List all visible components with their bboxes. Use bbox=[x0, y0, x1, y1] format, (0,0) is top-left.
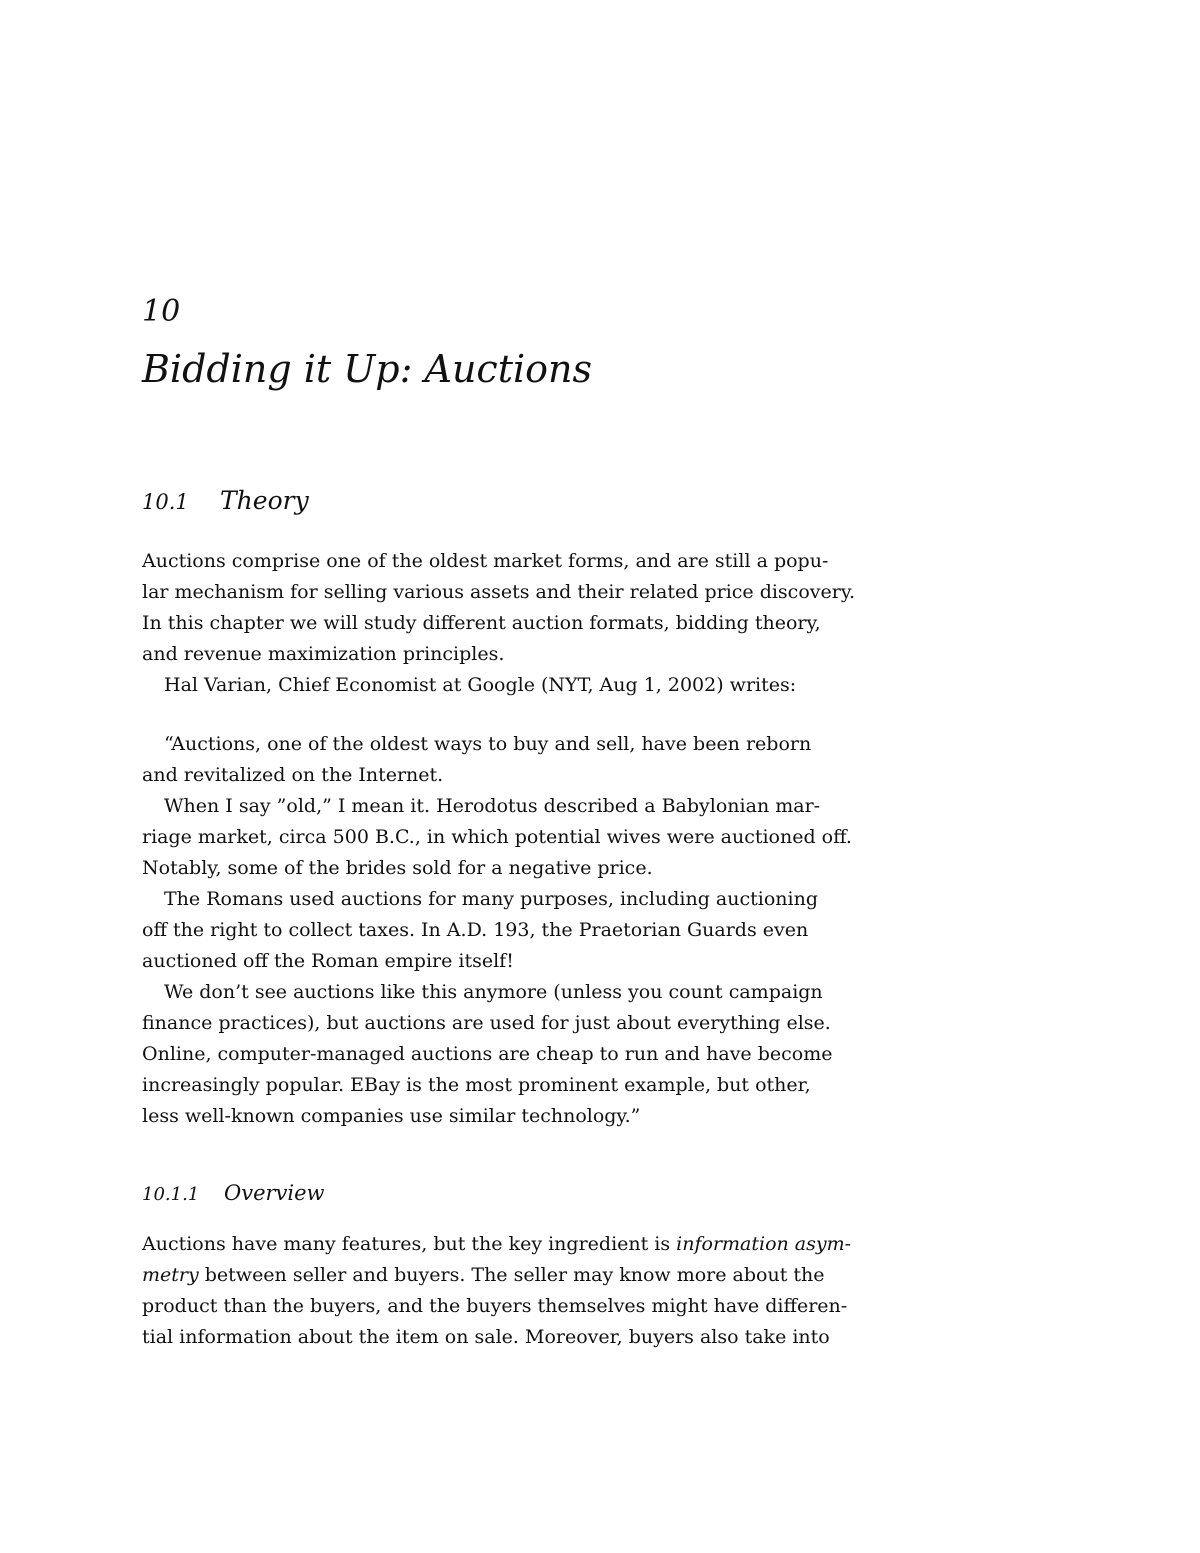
quote-line: riage market, circa 500 B.C., in which potential wives were auctioned off. bbox=[142, 826, 852, 848]
subsection-title: Overview bbox=[224, 1181, 325, 1205]
quote-line: less well-known companies use similar technology.” bbox=[142, 1105, 641, 1127]
body-line: Hal Varian, Chief Economist at Google (NYT, Aug 1, 2002) writes: bbox=[164, 674, 797, 696]
emphasized-term: information asym- bbox=[676, 1233, 852, 1255]
quote-line: Notably, some of the brides sold for a negative price. bbox=[142, 857, 653, 879]
overview-paragraph bbox=[142, 1229, 862, 1353]
emphasized-term: metry bbox=[142, 1264, 199, 1286]
section-title: Theory bbox=[220, 486, 309, 515]
intro-paragraph bbox=[142, 546, 862, 701]
section-number: 10.1 bbox=[142, 490, 189, 514]
body-text: Auctions have many features, but the key ingredient is bbox=[142, 1233, 677, 1255]
quote-line: The Romans used auctions for many purposes, including auctioning bbox=[164, 888, 818, 910]
quote-line: off the right to collect taxes. In A.D. 193, the Praetorian Guards even bbox=[142, 919, 809, 941]
quote-block bbox=[142, 729, 862, 1132]
subsection-heading bbox=[142, 1178, 325, 1210]
quote-line: and revitalized on the Internet. bbox=[142, 764, 444, 786]
body-line: lar mechanism for selling various assets and their related price discovery. bbox=[142, 581, 856, 603]
subsection-number: 10.1.1 bbox=[142, 1184, 200, 1205]
chapter-title: Bidding it Up: Auctions bbox=[142, 347, 592, 391]
chapter-number: 10 bbox=[142, 294, 181, 329]
quote-line: When I say ”old,” I mean it. Herodotus described a Babylonian mar- bbox=[164, 795, 821, 817]
body-line: product than the buyers, and the buyers themselves might have differen- bbox=[142, 1295, 848, 1317]
quote-line: “Auctions, one of the oldest ways to buy and sell, have been reborn bbox=[164, 733, 812, 755]
body-line bbox=[142, 1260, 862, 1291]
body-line: In this chapter we will study different auction formats, bidding theory, bbox=[142, 612, 821, 634]
quote-line: Online, computer-managed auctions are cheap to run and have become bbox=[142, 1043, 833, 1065]
section-heading bbox=[142, 484, 309, 519]
body-line: tial information about the item on sale. Moreover, buyers also take into bbox=[142, 1326, 830, 1348]
quote-line: auctioned off the Roman empire itself! bbox=[142, 950, 514, 972]
body-line: and revenue maximization principles. bbox=[142, 643, 505, 665]
quote-line: We don’t see auctions like this anymore (unless you count campaign bbox=[164, 981, 823, 1003]
body-text: between seller and buyers. The seller may know more about the bbox=[198, 1264, 825, 1286]
body-line bbox=[142, 1229, 862, 1260]
body-line: Auctions comprise one of the oldest market forms, and are still a popu- bbox=[142, 550, 829, 572]
quote-line: finance practices), but auctions are used for just about everything else. bbox=[142, 1012, 831, 1034]
quote-line: increasingly popular. EBay is the most prominent example, but other, bbox=[142, 1074, 811, 1096]
